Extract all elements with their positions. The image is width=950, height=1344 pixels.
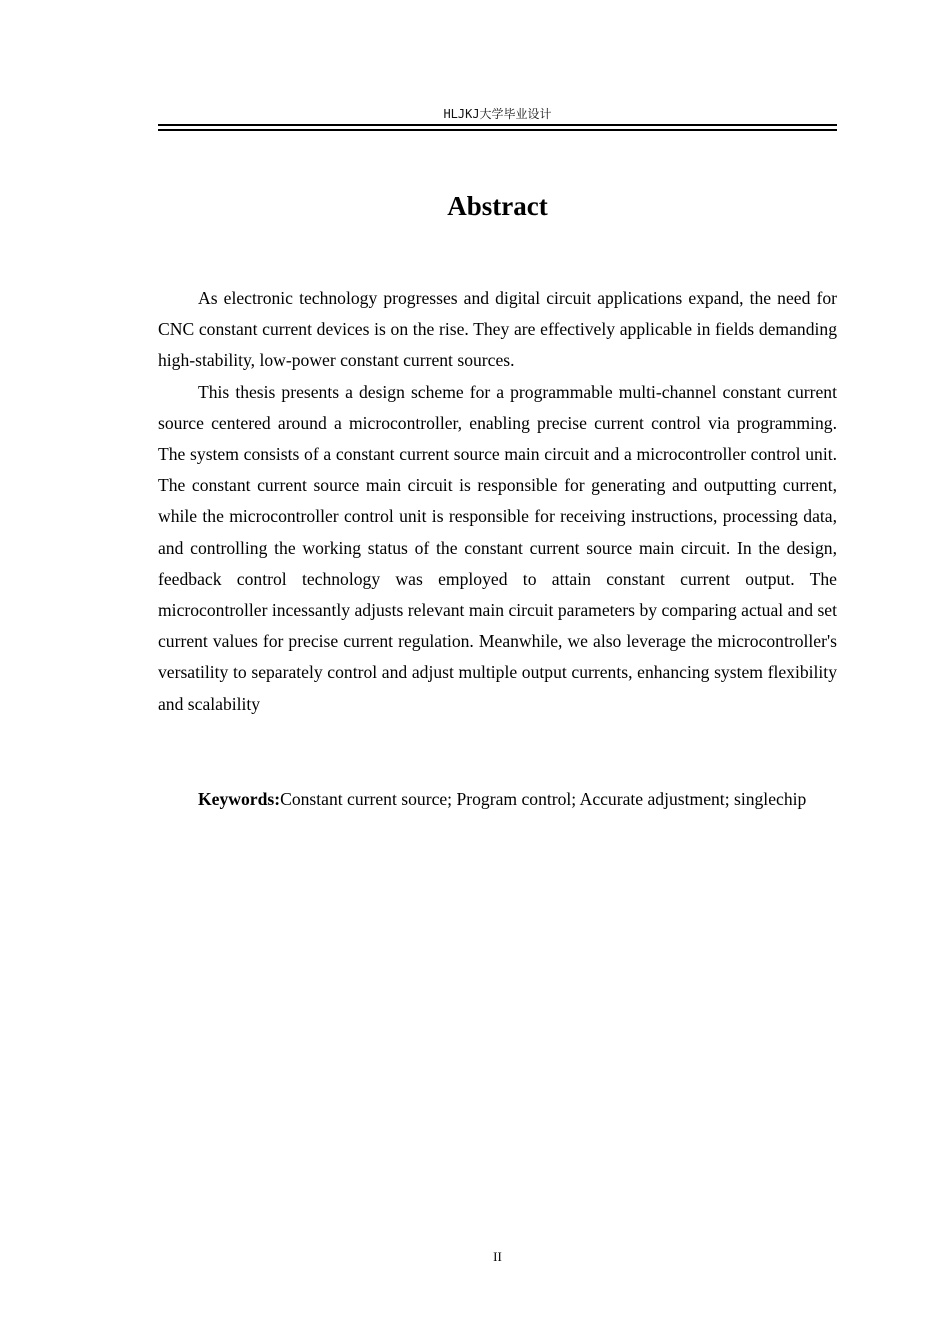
header-double-rule xyxy=(158,124,837,131)
abstract-body xyxy=(158,283,837,720)
keywords-line xyxy=(158,784,837,816)
keywords-label: Keywords: xyxy=(198,789,281,809)
abstract-title: Abstract xyxy=(447,191,548,221)
abstract-paragraph-1: As electronic technology progresses and digital circuit applications expand, the need for CNC constant current devices is on the rise. They are effectively applicable in fields demanding high-stability, low-power constant current sources. xyxy=(158,288,837,371)
abstract-paragraph-2: This thesis presents a design scheme for a programmable multi-channel constant current source centered around a microcontroller, enabling precise current control via programming. The system consists of a constant current source main circuit and a microcontroller control unit. The constant current source main circuit is responsible for generating and outputting current, while the microcontroller control unit is responsible for receiving instructions, processing data, and controlling the working status of the constant current source main circuit. In the design, feedback control technology was employed to attain constant current output. The microcontroller incessantly adjusts relevant main circuit parameters by comparing actual and set current values for precise current regulation. Meanwhile, we also leverage the microcontroller's versatility to separately control and adjust multiple output currents, enhancing system flexibility and scalability xyxy=(158,381,837,714)
keywords-text: Constant current source; Program control; Accurate adjustment; singlechip xyxy=(280,789,807,809)
page-number: II xyxy=(493,1249,502,1264)
running-header: HLJKJ大学毕业设计 xyxy=(443,107,552,121)
